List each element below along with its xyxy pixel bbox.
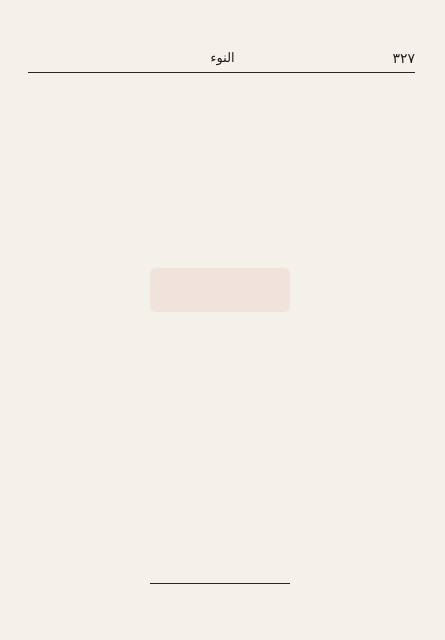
body-line bbox=[32, 328, 415, 344]
body-line bbox=[32, 344, 415, 360]
header-rule bbox=[28, 72, 415, 73]
body-line bbox=[32, 406, 415, 422]
body-line bbox=[32, 514, 415, 530]
body-line bbox=[32, 266, 415, 282]
body-line bbox=[32, 204, 415, 220]
body-line bbox=[32, 173, 415, 189]
body-line bbox=[32, 235, 415, 251]
body-line bbox=[32, 359, 415, 375]
body-line bbox=[32, 499, 415, 515]
body-line bbox=[32, 158, 415, 174]
body-line bbox=[32, 421, 415, 437]
body-line bbox=[32, 452, 415, 468]
body-line bbox=[32, 189, 415, 205]
running-title: النوء bbox=[210, 51, 235, 66]
body-line bbox=[32, 437, 415, 453]
footnote-rule bbox=[150, 583, 290, 584]
body-line bbox=[32, 127, 415, 143]
body-text bbox=[32, 80, 415, 574]
body-line bbox=[32, 282, 415, 298]
body-line bbox=[32, 545, 415, 561]
page-number: ٣٢٧ bbox=[392, 51, 415, 67]
body-line bbox=[32, 220, 415, 236]
page-header bbox=[30, 48, 415, 70]
body-line bbox=[32, 375, 415, 391]
footnotes bbox=[32, 590, 415, 624]
body-line bbox=[32, 468, 415, 484]
body-line bbox=[32, 390, 415, 406]
body-line bbox=[32, 111, 415, 127]
body-line bbox=[32, 530, 415, 546]
body-line bbox=[32, 142, 415, 158]
footnote-1 bbox=[32, 590, 415, 606]
body-line bbox=[32, 96, 415, 112]
body-line bbox=[32, 561, 415, 577]
body-line bbox=[32, 313, 415, 329]
body-line bbox=[32, 483, 415, 499]
footnote-2 bbox=[32, 606, 415, 622]
body-line bbox=[32, 80, 415, 96]
body-line bbox=[32, 297, 415, 313]
body-line bbox=[32, 251, 415, 267]
